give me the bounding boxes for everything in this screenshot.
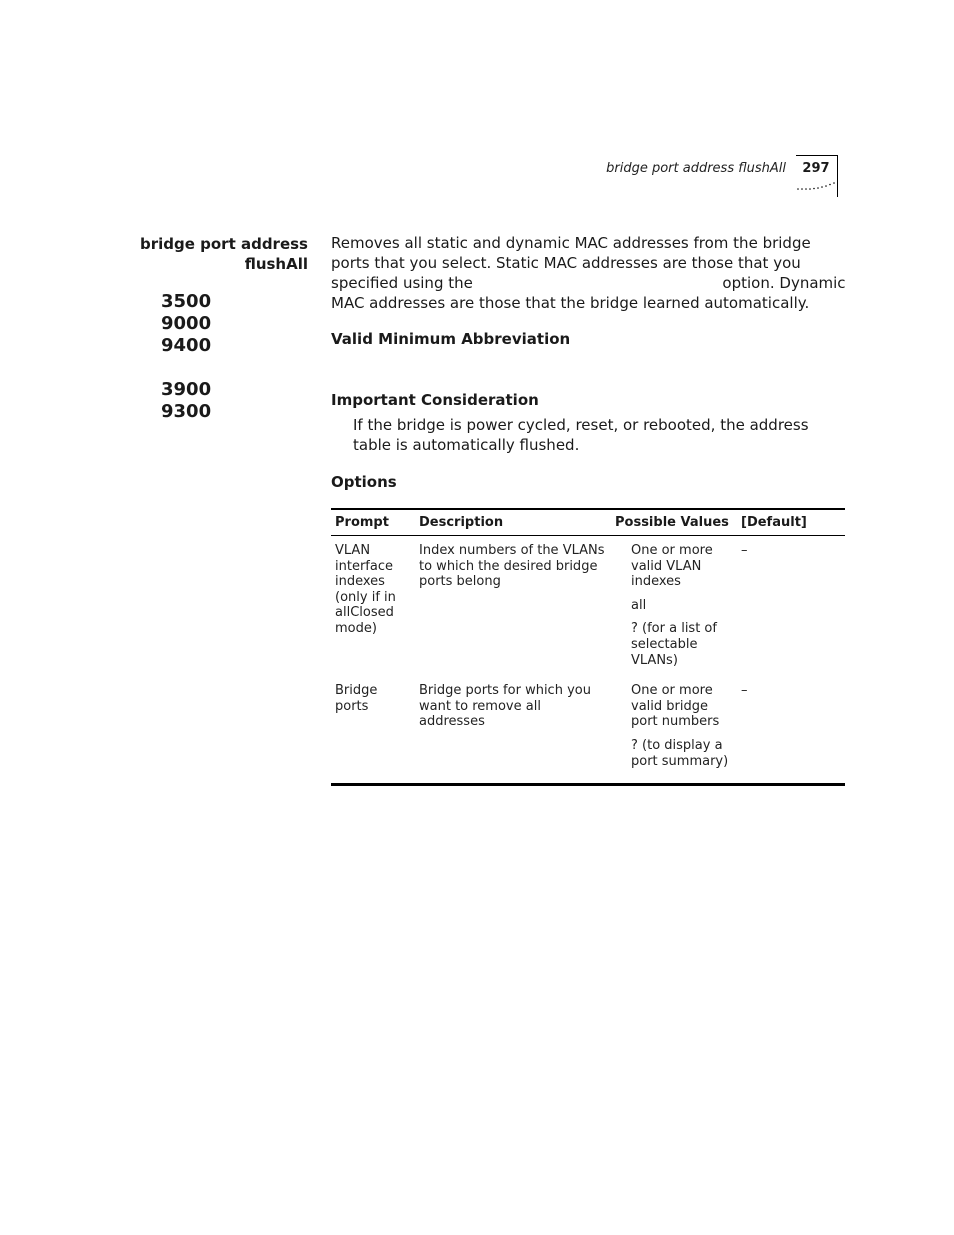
valid-min-abbrev-heading: Valid Minimum Abbreviation [331,330,571,348]
platform-label: 9300 [161,401,212,422]
column-header-default: [Default] [737,509,845,536]
value-item: ? (for a list of selectable VLANs) [631,621,717,668]
command-title-line1: bridge port address [139,235,308,253]
column-header-prompt: Prompt [331,509,415,536]
options-heading: Options [331,473,397,491]
intro-text-part1: Removes all static and dynamic MAC addresses from the bridge ports that you select. Static MAC addresses are those that you specified using the [331,234,811,292]
column-header-possible-values: Possible Values [611,509,737,536]
cell-possible-values [611,536,737,677]
important-consideration-heading: Important Consideration [331,391,539,409]
table-row [331,536,845,677]
command-title [120,234,308,274]
platform-label: 9400 [161,335,212,356]
options-table-header-row [331,509,845,536]
intro-paragraph [331,233,846,313]
cell-possible-values [611,676,737,784]
cell-prompt: Bridge ports [331,676,415,784]
cell-description: Index numbers of the VLANs to which the desired bridge ports belong [419,543,605,590]
important-consideration-text: If the bridge is power cycled, reset, or rebooted, the address table is automatically flushed. [353,416,809,454]
platform-label: 3900 [161,379,212,400]
cell-description: Bridge ports for which you want to remove all addresses [415,676,611,784]
platform-label: 3500 [161,291,212,312]
platform-group-2 [161,379,211,423]
value-item: ? (to display a port summary) [631,737,729,769]
page-number: 297 [802,161,830,176]
intro-text-part2: option. Dynamic MAC addresses are those that the bridge learned automatically. [331,274,846,312]
value-item: all [631,597,647,613]
running-head: bridge port address flushAll [606,161,786,176]
platform-label: 9000 [161,313,212,334]
platform-group-1 [161,291,211,357]
value-item: One or more valid bridge port numbers [631,683,720,730]
table-row [331,676,845,784]
cell-prompt: VLAN interface indexes (only if in allClosed mode) [335,543,396,636]
column-header-description: Description [415,509,611,536]
command-title-line2: flushAll [244,255,308,273]
cell-default: – [737,676,845,784]
corner-rule-top [796,155,838,156]
corner-rule-side [837,155,838,197]
corner-dots-ornament [796,181,836,191]
value-item: One or more valid VLAN indexes [631,543,713,590]
cell-default: – [741,543,748,558]
options-table [331,508,845,786]
